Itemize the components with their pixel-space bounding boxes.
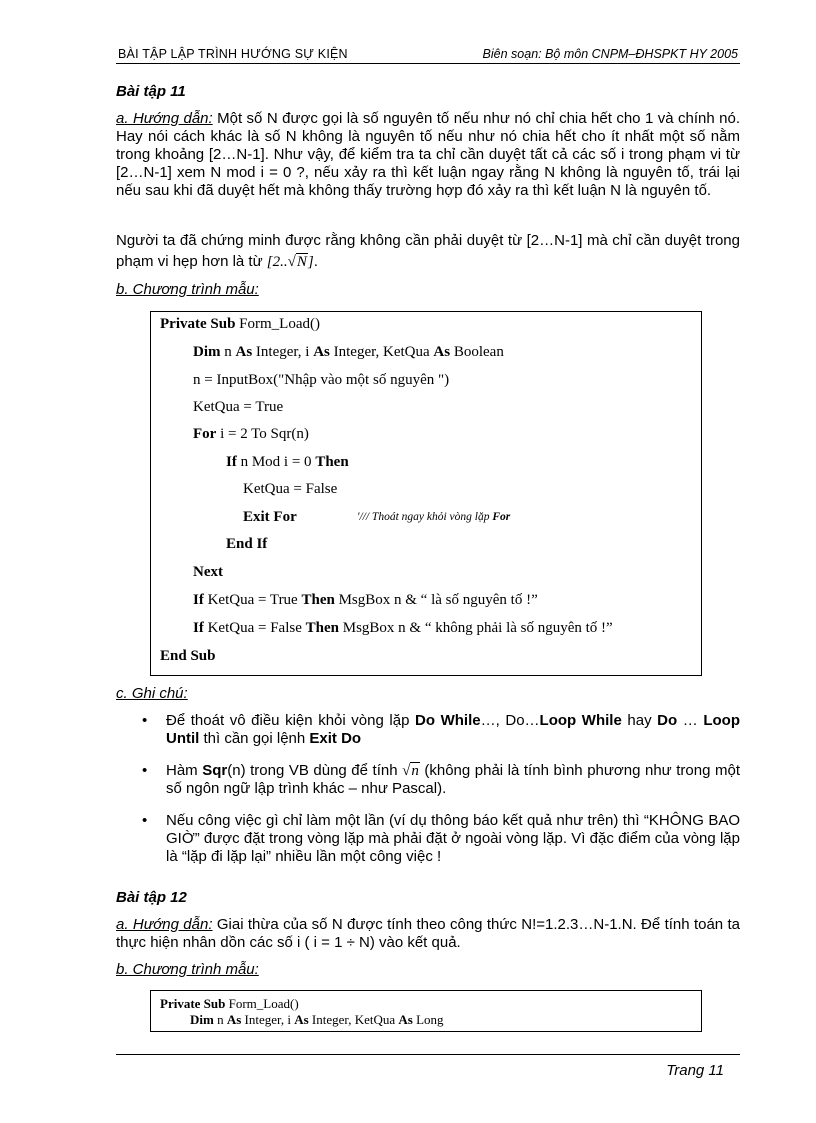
guide-text: Một số N được gọi là số nguyên tố nếu như nó chỉ chia hết cho 1 và chính nó. Hay nói cách khác là số N không là nguyên tố nếu như nó chia hết cho ít nhất một số nằm trong khoảng [2…N-1]. Như vậy, để kiểm tra ta chỉ cần duyệt tất cả các số i trong phạm vi từ [2…N-1] xem N mod i = 0 ?, nếu xảy ra thì kết luận ngay rằng N không là nguyên tố, trái lại nếu sau khi đã duyệt hết mà không thấy trường hợp đó xảy ra thì kết luận N là nguyên tố. xyxy=(116,110,740,199)
exercise-12-guide xyxy=(116,916,740,952)
code-line: n = InputBox("Nhập vào một số nguyên ") xyxy=(193,372,450,388)
code-line: End If xyxy=(226,536,268,552)
code-line: KetQua = False xyxy=(243,481,338,497)
code-line: For i = 2 To Sqr(n) xyxy=(193,426,309,442)
code-line: Private Sub Form_Load() xyxy=(160,996,299,1011)
code-line: End Sub xyxy=(160,648,216,664)
range-text: Người ta đã chứng minh được rằng không cần phải duyệt từ [2…N-1] mà chỉ cần duyệt trong phạm vi hẹp hơn là từ xyxy=(116,232,740,270)
list-item: • Hàm Sqr(n) trong VB dùng để tính √n (không phải là tính bình phương như trong một số ngôn ngữ lập trình khác – như Pascal). xyxy=(142,762,740,797)
list-item: • Để thoát vô điều kiện khỏi vòng lặp Do While…, Do…Loop While hay Do … Loop Until thì cần gọi lệnh Exit Do xyxy=(142,712,740,747)
code-line: Dim n As Integer, i As Integer, KetQua As Long xyxy=(190,1012,444,1027)
guide-label: a. Hướng dẫn: xyxy=(116,916,213,933)
sqrt-symbol-icon: √ xyxy=(287,254,296,270)
sqrt-symbol-icon: √ xyxy=(402,763,411,779)
list-item: • Nếu công việc gì chỉ làm một lần (ví dụ thông báo kết quả như trên) thì “KHÔNG BAO GIỜ” được đặt trong vòng lặp mà phải đặt ở ngoài vòng lặp. Vì đặc điểm của vòng lặp là “lặp đi lặp lại” nhiều lần một công việc ! xyxy=(142,812,740,865)
code-line: Exit For xyxy=(243,509,297,525)
exercise-11-program-label: b. Chương trình mẫu: xyxy=(116,281,259,298)
exercise-12-title: Bài tập 12 xyxy=(116,889,187,906)
code-line: Dim n As Integer, i As Integer, KetQua As Boolean xyxy=(193,344,504,360)
page-number: Trang 11 xyxy=(666,1062,724,1079)
code-line: KetQua = True xyxy=(193,399,284,415)
code-line: If KetQua = True Then MsgBox n & “ là số nguyên tố !” xyxy=(193,592,538,608)
notes-list xyxy=(116,712,740,874)
header-divider xyxy=(116,63,740,64)
guide-text: Giai thừa của số N được tính theo công thức N!=1.2.3…N-1.N. Để tính toán ta thực hiện nhân dồn các số i ( i = 1 ÷ N) vào kết quả. xyxy=(116,916,740,951)
code-line: Next xyxy=(193,564,223,580)
guide-label: a. Hướng dẫn: xyxy=(116,110,213,127)
header-title: BÀI TẬP LẬP TRÌNH HƯỚNG SỰ KIỆN xyxy=(118,47,348,61)
code-line: If n Mod i = 0 Then xyxy=(226,454,349,470)
exercise-12-program-label: b. Chương trình mẫu: xyxy=(116,961,259,978)
code-comment: '/// Thoát ngay khỏi vòng lặp For xyxy=(357,511,511,523)
code-box-11 xyxy=(150,311,702,676)
bullet-icon: • xyxy=(142,812,148,829)
sqrt-n-formula: √n xyxy=(402,763,419,779)
exercise-11-notes-label: c. Ghi chú: xyxy=(116,685,188,702)
header-author: Biên soạn: Bộ môn CNPM–ĐHSPKT HY 2005 xyxy=(482,47,738,61)
code-line: Private Sub Form_Load() xyxy=(160,316,320,332)
code-line: If KetQua = False Then MsgBox n & “ không phải là số nguyên tố !” xyxy=(193,620,613,636)
footer-divider xyxy=(116,1054,740,1055)
exercise-11-title: Bài tập 11 xyxy=(116,83,186,100)
exercise-11-guide xyxy=(116,110,740,200)
sqrt-range-formula: [2..√N] xyxy=(266,254,314,270)
bullet-icon: • xyxy=(142,712,148,729)
code-box-12 xyxy=(150,990,702,1032)
exercise-11-note-range: Người ta đã chứng minh được rằng không cần phải duyệt từ [2…N-1] mà chỉ cần duyệt trong phạm vi hẹp hơn là từ [2..√N]. xyxy=(116,232,740,270)
bullet-icon: • xyxy=(142,762,148,779)
